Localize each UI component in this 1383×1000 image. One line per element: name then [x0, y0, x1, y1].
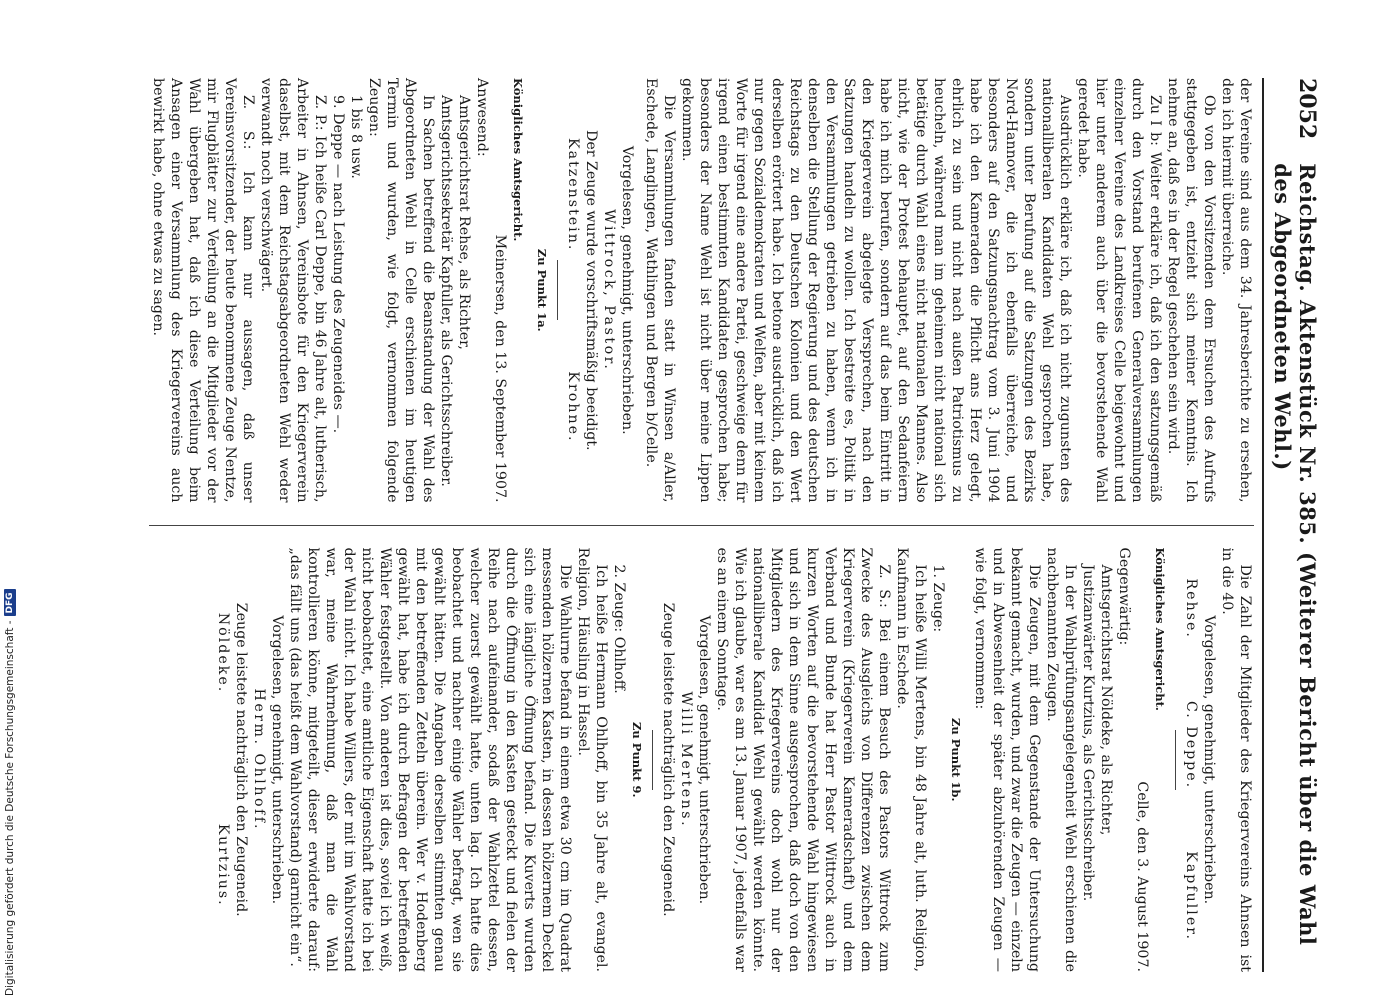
text-columns: [149, 78, 1254, 972]
paragraph: In der Wahlprüfungsangelegenheit Wehl erschienen die nachbenannten Zeugen.: [1044, 547, 1078, 972]
oath-note: Der Zeuge wurde vorschriftsmäßig beeidigt.: [583, 129, 599, 451]
signature: Katzenstein.: [565, 138, 581, 252]
signature: Herm. Ohlhoff.: [251, 688, 267, 831]
dfg-logo-icon: DFG: [4, 589, 16, 616]
present-item: Justizanwärter Kurtzius, als Gerichtsschreiber.: [1080, 564, 1096, 902]
signature: Kurtzius.: [215, 823, 231, 907]
paragraph: Z. S.: Bei einem Besuch des Pastors Wittrock zum Zwecke des Ausgleichs von Differenzen zwischen dem Kriegerverein (Kriegerverein Kameradschaft) und dem Verband und Bunde hat Herr Pastor Wittrock auch in kurzen Worten auf die bevorstehende Wahl hingewiesen und sich in dem Sinne ausgesprochen, daß doch von den Mitgliedern des Kriegervereins doch wohl nur der nationalliberale Kandidat Wehl gewählt werden könnte. Wie ich glaube, war es am 13. Januar 1907, jedenfalls war es an einem Sonntage.: [714, 547, 892, 972]
divider: [557, 260, 558, 320]
paragraph: Ich heiße Willi Mertens, bin 48 Jahre alt, luth. Religion, Kaufmann in Eschede.: [894, 547, 928, 972]
paragraph: der Vereine sind aus dem 34. Jahresberichte zu ersehen, den ich hiermit überreiche.: [1219, 78, 1253, 503]
page-header: [1262, 78, 1320, 972]
oath-note: Zeuge leistete nachträglich den Zeugeneid.: [233, 602, 249, 917]
credit-text: Digitalisierung gefördert durch die Deutsche Forschungsgemeinschaft -: [4, 620, 16, 996]
paragraph: Ob von den Vorsitzenden dem Ersuchen des Aufrufs stattgegeben ist, entzieht sich meiner Kenntnis. Ich nehme an, daß es in der Regel geschehen sein wird.: [1165, 78, 1217, 503]
paragraph: 1. Zeuge:: [930, 564, 946, 633]
date-line: Meinersen, den 13. September 1907.: [492, 234, 508, 503]
signature: Nöldeke.: [215, 612, 231, 694]
paragraph: In Sachen betreffend die Beanstandung der Wahl des Abgeordneten Wehl in Celle erschienen im heutigen Termin und wurden, wie folgt, vernommen folgende Zeugen:: [366, 78, 436, 503]
section-heading: Zu Punkt 9.: [630, 722, 644, 798]
court-heading: Königliches Amtsgericht.: [1153, 547, 1167, 711]
paragraph: Zu I b: Weiter erkläre ich, daß ich den satzungsgemäß durch den Vorstand berufenen Generalversammlungen einzelner Vereine des Landkreises Celle beigewohnt und hier unter anderem auch über die bevorstehende Wahl geredet habe.: [1075, 78, 1163, 503]
signature-row: [1182, 547, 1200, 972]
read-confirmation: Vorgelesen, genehmigt, unterschrieben.: [619, 145, 635, 435]
read-confirmation: Vorgelesen, genehmigt, unterschrieben.: [1201, 615, 1217, 905]
column-divider: [149, 525, 1254, 526]
left-column: [149, 78, 1254, 503]
paragraph: Ich heiße Hermann Ohlhoff, bin 35 Jahre alt, evangel. Religion, Häusling in Hassel.: [575, 547, 609, 972]
present-item: Amtsgerichtssekretär Kapfuller, als Gerichtsschreiber.: [438, 95, 454, 487]
paragraph: Ausdrücklich erkläre ich, daß ich nicht zugunsten des nationalliberalen Kandidaten Wehl gesprochen habe, sondern unter Berufung auf die Satzungen des Bezirks Nord-Hannover, die ich ebenfalls überreiche, und besonders auf den Satzungsnachtrag vom 3. Juni 1904 habe ich den Kameraden die Pflicht ans Herz gelegt, ehrlich zu sein und nicht nach außen Patriotismus zu heucheln, während man im geheimen nicht national sich betätige durch Wahl eines nicht nationalen Mannes. Also nicht, wie der Protest behauptet, auf den Sedanfeiern habe ich mich berufen, sondern auf das beim Eintritt in den Kriegerverein abgelegte Versprechen, nach den Satzungen handeln zu wollen. Ich bestreite es, Politik in den Versammlungen getrieben zu haben, wenn ich in denselben die Stellung der Regierung und des deutschen Reichstags zu den Deutschen Kolonien und den Wert derselben erörtert habe. Ich betone ausdrücklich, daß ich nur gegen Sozialdemokraten und Welfen, aber mit keinem Worte für irgend eine andere Partei, geschweige denn für irgend einen bestimmten Kandidaten gesprochen habe; besonders der Name Wehl ist nicht über meine Lippen gekommen.: [679, 78, 1073, 503]
oath-note: Zeuge leistete nachträglich den Zeugeneid.: [660, 602, 676, 917]
signature-row: [214, 547, 232, 972]
divider: [1175, 730, 1176, 790]
present-label: Gegenwärtig:: [1116, 547, 1132, 646]
paragraph: Die Zeugen, mit dem Gegenstande der Untersuchung bekannt gemacht, wurden, und zwar die Zeugen — einzeln und in Abwesenheit der später abzuhörenden Zeugen — wie folgt, vernommen:: [972, 547, 1042, 972]
paragraph: Die Versammlungen fanden statt in Winsen a/Aller, Eschede, Langlingen, Wathlingen und Bergen b/Celle.: [643, 78, 677, 503]
paragraph: 2. Zeuge: Ohlhoff.: [611, 564, 627, 694]
signature: Willi Mertens.: [678, 691, 694, 829]
signature: Rehse.: [1183, 578, 1199, 639]
signature: Wittrock, Pastor.: [601, 209, 617, 372]
signature-row: [564, 78, 582, 503]
section-heading: Zu Punkt 1a.: [535, 248, 549, 332]
paragraph: 1 bis 8 usw.: [348, 95, 364, 179]
present-item: Amtsgerichtsrat Rehse, als Richter,: [456, 95, 472, 350]
date-line: Celle, den 3. August 1907.: [1134, 781, 1150, 972]
rotated-page: [40, 0, 1340, 1000]
page-number: 2052: [1294, 78, 1320, 140]
paragraph: Z. S.: Ich kann nur aussagen, daß unser Vereinsvorsitzender, der heute benommene Zeuge Nentze, mir Flugblätter zur Verteilung an die Mitglieder vor der Wahl übergeben hat, daß ich diese Verteilung beim Ansagen einer Versammlung des Kriegervereins auch bewirkt habe, ohne etwas zu sagen.: [150, 78, 256, 503]
signature: Kapfuller.: [1183, 851, 1199, 941]
digitization-credit: [4, 589, 16, 996]
signature: Krohne.: [565, 371, 581, 443]
court-heading: Königliches Amtsgericht.: [511, 78, 525, 242]
section-heading: Zu Punkt 1b.: [949, 718, 963, 802]
present-label: Anwesend:: [474, 78, 490, 157]
read-confirmation: Vorgelesen, genehmigt, unterschrieben.: [696, 615, 712, 905]
present-item: Amtsgerichtsrat Nöldeke, als Richter,: [1098, 564, 1114, 836]
right-column: [149, 547, 1254, 972]
paragraph: Die Zahl der Mitglieder des Kriegervereins Ahnsen ist in die 40.: [1219, 547, 1253, 972]
signature: C. Deppe.: [1183, 700, 1199, 790]
paragraph: 9. Deppe — nach Leistung des Zeugeneides —.: [330, 95, 346, 434]
divider: [652, 730, 653, 790]
paragraph: Z. P.: Ich heiße Carl Deppe, bin 46 Jahre alt, lutherisch, Arbeiter in Ahnsen, Vereinsbote für den Kriegerverein daselbst, mit dem Reichstagsabgeordneten Wehl weder verwandt noch verschwägert.: [258, 78, 328, 503]
paragraph: Die Wahlurne befand in einem etwa 30 cm im Quadrat messenden hölzernen Kasten, in dessen hölzernem Deckel sich eine längliche Öffnung befand. Die Kuverts wurden durch die Öffnung in den Kasten gesteckt und fielen der Reihe nach aufeinander, sodaß der Wahlzettel dessen, welcher zuerst gewählt hatte, unten lag. Ich hatte dies beobachtet und nachher einige Wähler befragt, wen sie gewählt hätten. Die Angaben derselben stimmten genau mit den betreffenden Zetteln überein. Wer v. Hodenberg gewählt hat, habe ich durch Befragen der betreffenden Wähler festgestellt. Von anderen ist dies, soviel ich weiß, nicht beobachtet, eine amtliche Eigenschaft hatte ich bei der Wahl nicht. Ich habe Willers, der mit im Wahlvorstand war, meine Wahrnehmung, daß man die Wahl kontrollieren könne, mitgeteilt, dieser erwiderte darauf: „das fällt uns (das heißt dem Wahlvorstand) garnicht ein“.: [287, 547, 573, 972]
read-confirmation: Vorgelesen, genehmigt, unterschrieben.: [269, 615, 285, 905]
page-title: Reichstag. Aktenstück Nr. 385. (Weiterer Bericht über die Wahl des Abgeordneten Wehl.): [1270, 163, 1320, 946]
